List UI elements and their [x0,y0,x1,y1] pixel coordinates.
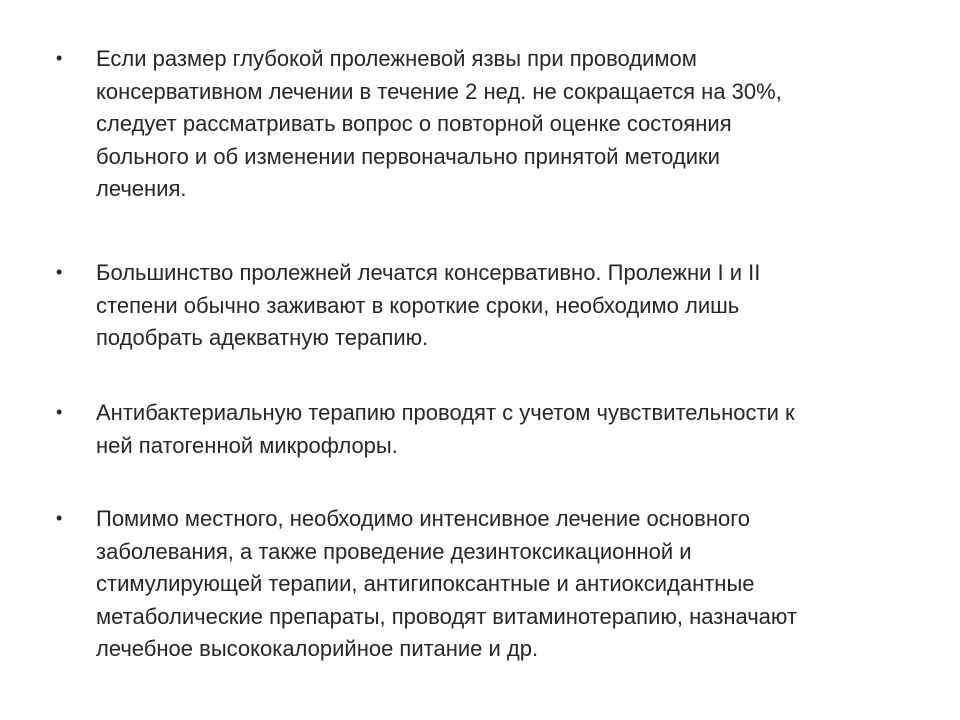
bullet-marker: • [56,48,63,68]
bullet-marker: • [56,262,63,282]
bullet-marker: • [56,402,63,422]
bullet-text: Большинство пролежней лечатся консервативно. Пролежни I и II степени обычно заживают в короткие сроки, необходимо лишь подобрать адекватную терапию. [96,260,761,350]
bullet-text: Помимо местного, необходимо интенсивное лечение основного заболевания, а также проведение дезинтоксикационной и стимулирующей терапии, антигипоксантные и антиоксидантные метаболические препараты, проводят витаминотерапию, назначают лечебное высококалорийное питание и др. [96,506,798,661]
bullet-text: Антибактериальную терапию проводят с учетом чувствительности к ней патогенной микрофлоры. [96,400,795,458]
bullet-marker: • [56,508,63,528]
bullet-text: Если размер глубокой пролежневой язвы при проводимом консервативном лечении в течение 2 нед. не сокращается на 30%, следует рассматривать вопрос о повторной оценке состояния больного и об изменении первоначально принятой методики лечения. [96,46,782,201]
